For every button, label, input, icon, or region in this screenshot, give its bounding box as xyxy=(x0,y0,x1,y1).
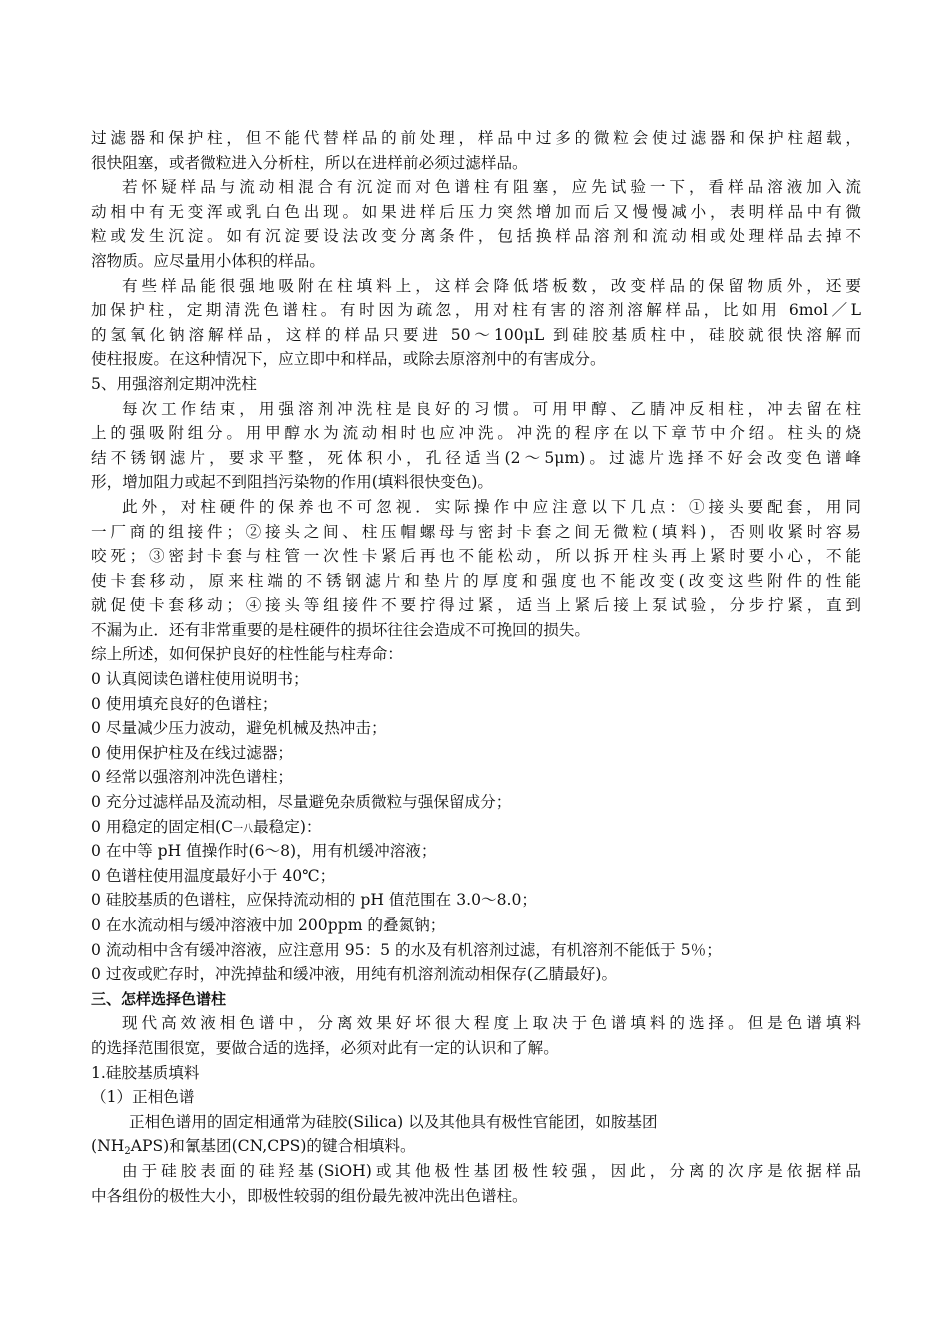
summary-intro: 综上所述，如何保护良好的柱性能与柱寿命： xyxy=(91,645,403,664)
text-line: 中各组份的极性大小，即极性较弱的组份最先被冲洗出色谱柱。 xyxy=(91,1186,528,1205)
list-item: 0 流动相中含有缓冲溶液，应注意用 95：5 的水及有机溶剂过滤，有机溶剂不能低于 5％； xyxy=(91,940,722,959)
text-line: 正相色谱用的固定相通常为硅胶(Silica) 以及其他具有极性官能团，如胺基团 xyxy=(129,1112,658,1131)
list-item: 0 色谱柱使用温度最好小于 40℃； xyxy=(91,866,336,885)
text-line: 的选择范围很宽，要做合适的选择，必须对此有一定的认识和了解。 xyxy=(91,1038,559,1057)
list-item: 0 认真阅读色谱柱使用说明书； xyxy=(91,670,309,689)
text-line: 每次工作结束，用强溶剂冲洗柱是良好的习惯。可用甲醇、乙腈冲反相柱，冲去留在柱 xyxy=(122,399,861,418)
list-item: 0 在水流动相与缓冲溶液中加 200ppm 的叠氮钠； xyxy=(91,916,446,934)
text-segment: APS)和氰基团(CN,CPS)的键合相填料。 xyxy=(130,1137,416,1156)
text-line: 加保护柱，定期清洗色谱柱。有时因为疏忽，用对柱有害的溶剂溶解样品，比如用 6mol／L xyxy=(91,301,861,320)
list-item: 0 充分过滤样品及流动相，尽量避免杂质微粒与强保留成分； xyxy=(91,793,512,812)
text-line: 动相中有无变浑或乳白色出现。如果进样后压力突然增加而后又慢慢减小，表明样品中有微 xyxy=(91,202,861,221)
text-line: 上的强吸附组分。用甲醇水为流动相时也应冲洗。冲洗的程序在以下章节中介绍。柱头的烧 xyxy=(91,424,861,443)
subscript: 一八 xyxy=(233,823,254,835)
document-body xyxy=(91,126,861,1208)
text-line: 不漏为止．还有非常重要的是柱硬件的损坏往往会造成不可挽回的损失。 xyxy=(91,620,591,639)
text-line: 过滤器和保护柱，但不能代替样品的前处理，样品中过多的微粒会使过滤器和保护柱超载， xyxy=(91,129,861,147)
list-item: 0 硅胶基质的色谱柱，应保持流动相的 pH 值范围在 3.0～8.0； xyxy=(91,891,537,910)
text-line: 一厂商的组接件；②接头之间、柱压帽螺母与密封卡套之间无微粒(填料)，否则收紧时容易 xyxy=(91,522,861,541)
section-heading: 三、怎样选择色谱柱 xyxy=(91,989,227,1008)
text-line: 的氢氧化钠溶解样品，这样的样品只要进 50～100μL 到硅胶基质柱中，硅胶就很快溶解而 xyxy=(91,325,861,344)
text-line: 使柱报废。在这种情况下，应立即中和样品，或除去原溶剂中的有害成分。 xyxy=(91,350,606,369)
subsection-heading: （1）正相色谱 xyxy=(91,1088,195,1107)
text-line: 结不锈钢滤片，要求平整，死体积小，孔径适当(2～5μm)。过滤片选择不好会改变色谱峰 xyxy=(91,448,861,467)
subscript: 2 xyxy=(124,1146,131,1158)
list-item: 0 使用保护柱及在线过滤器； xyxy=(91,743,294,762)
text-line: 溶物质。应尽量用小体积的样品。 xyxy=(91,251,325,270)
list-item: 0 经常以强溶剂冲洗色谱柱； xyxy=(91,768,294,787)
subsection-heading: 1.硅胶基质填料 xyxy=(91,1063,200,1082)
text-line: 咬死；③密封卡套与柱管一次性卡紧后再也不能松动，所以拆开柱头再上紧时要小心，不能 xyxy=(91,547,861,566)
list-item: 0 在中等 pH 值操作时(6～8)，用有机缓冲溶液； xyxy=(91,842,437,861)
text-line: 由于硅胶表面的硅羟基(SiOH)或其他极性基团极性较强，因此，分离的次序是依据样品 xyxy=(122,1161,861,1180)
list-item-text: 最稳定)： xyxy=(253,817,322,836)
text-line: 现代高效液相色谱中，分离效果好坏很大程度上取决于色谱填料的选择。但是色谱填料 xyxy=(122,1014,861,1033)
text-line xyxy=(91,1134,861,1159)
text-line: 就促使卡套移动；④接头等组接件不要拧得过紧，适当上紧后接上泵试验，分步拧紧，直到 xyxy=(91,596,861,615)
text-line: 此外，对柱硬件的保养也不可忽视．实际操作中应注意以下几点：①接头要配套，用同 xyxy=(122,497,861,516)
text-line: 有些样品能很强地吸附在柱填料上，这样会降低塔板数，改变样品的保留物质外，还要 xyxy=(122,276,861,295)
text-line: 粒或发生沉淀。如有沉淀要设法改变分离条件，包括换样品溶剂和流动相或处理样品去掉不 xyxy=(91,227,861,246)
text-line: 若怀疑样品与流动相混合有沉淀而对色谱柱有阻塞，应先试验一下，看样品溶液加入流 xyxy=(122,178,861,197)
text-line: 使卡套移动，原来柱端的不锈钢滤片和垫片的厚度和强度也不能改变(改变这些附件的性能 xyxy=(91,571,861,590)
section-heading: 5、用强溶剂定期冲洗柱 xyxy=(91,374,257,393)
text-segment: (NH xyxy=(91,1137,125,1156)
list-item-text: 0 用稳定的固定相(C xyxy=(91,817,234,836)
list-item xyxy=(91,815,861,840)
list-item: 0 过夜或贮存时，冲洗掉盐和缓冲液，用纯有机溶剂流动相保存(乙腈最好)。 xyxy=(91,965,618,984)
list-item: 0 使用填充良好的色谱柱； xyxy=(91,694,278,713)
list-item: 0 尽量减少压力波动，避免机械及热冲击； xyxy=(91,719,387,738)
text-line: 形，增加阻力或起不到阻挡污染物的作用(填料很快变色)。 xyxy=(91,473,494,492)
text-line: 很快阻塞，或者微粒进入分析柱，所以在进样前必须过滤样品。 xyxy=(91,153,528,172)
